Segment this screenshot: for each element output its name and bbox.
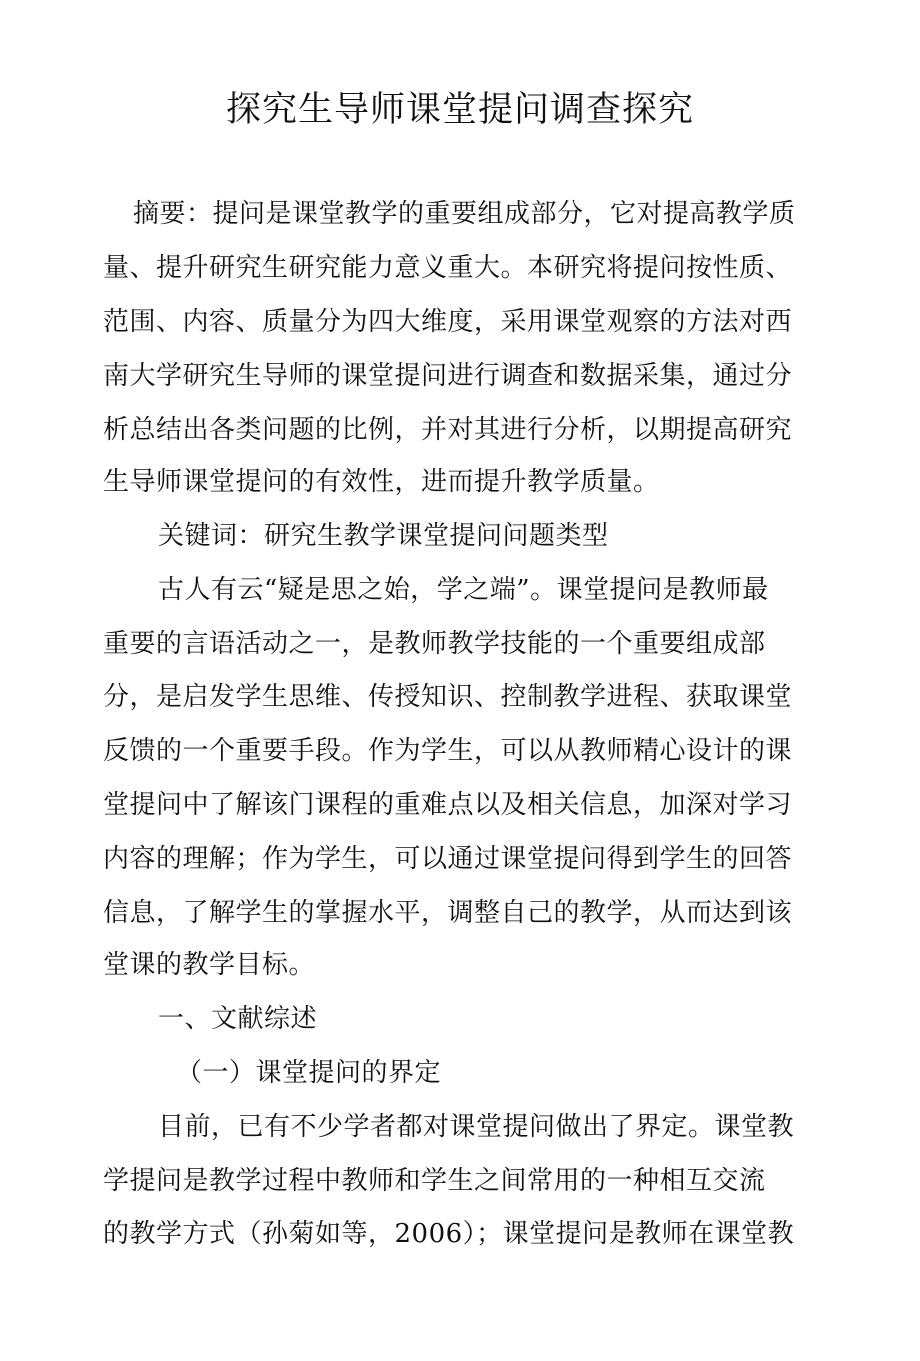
- intro-line-8: 堂课的教学目标。: [103, 950, 316, 980]
- abstract-line-5: 析总结出各类问题的比例，并对其进行分析，以期提高研究: [103, 415, 793, 445]
- intro-line-7: 信息，了解学生的掌握水平，调整自己的教学，从而达到该: [103, 898, 793, 928]
- intro-line-4: 反馈的一个重要手段。作为学生，可以从教师精心设计的课: [103, 736, 793, 766]
- document-title: 探究生导师课堂提问调查探究: [225, 90, 694, 130]
- subsection-heading: （一）课堂提问的界定: [176, 1058, 442, 1088]
- abstract-line-4: 南大学研究生导师的课堂提问进行调查和数据采集，通过分: [103, 361, 793, 391]
- body-line-2: 学提问是教学过程中教师和学生之间常用的一种相互交流: [103, 1166, 766, 1196]
- keywords-line: 关键词：研究生教学课堂提问问题类型: [158, 521, 609, 551]
- intro-line-3: 分，是启发学生思维、传授知识、控制教学进程、获取课堂: [103, 682, 793, 712]
- intro-line-1: 古人有云“疑是思之始，学之端”。课堂提问是教师最: [158, 575, 769, 605]
- section-heading: 一、文献综述: [158, 1004, 318, 1034]
- intro-line-5: 堂提问中了解该门课程的重难点以及相关信息，加深对学习: [103, 790, 793, 820]
- abstract-line-6: 生导师课堂提问的有效性，进而提升教学质量。: [103, 467, 660, 497]
- abstract-line-2: 量、提升研究生研究能力意义重大。本研究将提问按性质、: [103, 253, 793, 283]
- abstract-line-3: 范围、内容、质量分为四大维度，采用课堂观察的方法对西: [103, 307, 793, 337]
- abstract-line-1: 摘要：提问是课堂教学的重要组成部分，它对提高教学质: [133, 199, 796, 229]
- intro-line-6: 内容的理解；作为学生，可以通过课堂提问得到学生的回答: [103, 844, 793, 874]
- intro-line-2: 重要的言语活动之一，是教师教学技能的一个重要组成部: [103, 629, 766, 659]
- body-line-1: 目前，已有不少学者都对课堂提问做出了界定。课堂教: [158, 1112, 795, 1142]
- body-line-3: 的教学方式（孙菊如等，2006）；课堂提问是教师在课堂教: [103, 1219, 795, 1249]
